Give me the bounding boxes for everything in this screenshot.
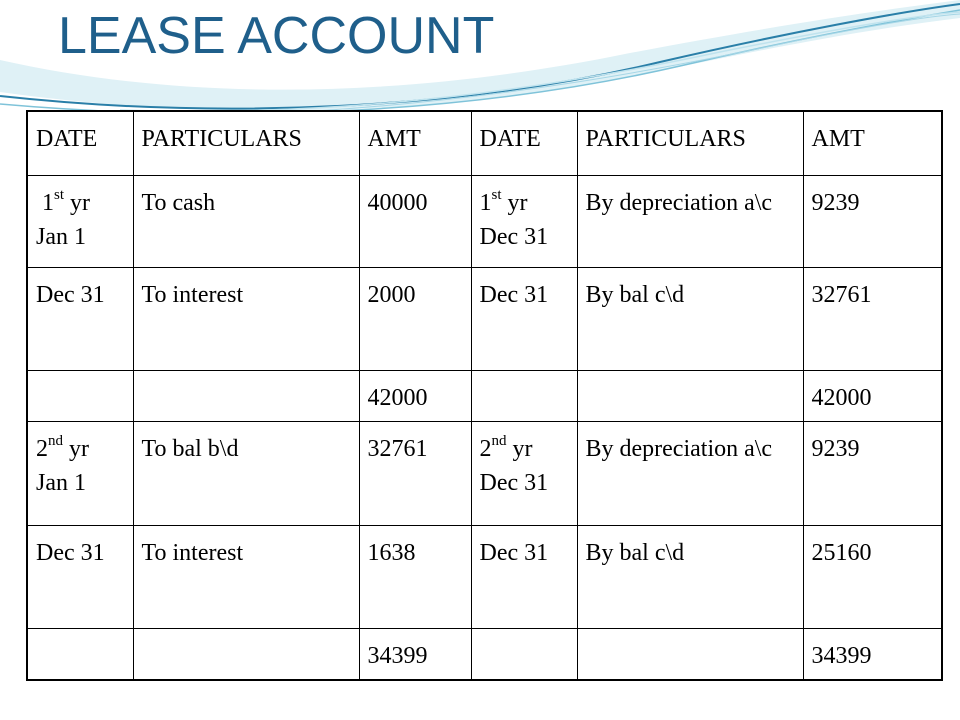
debit-particulars-cell: To interest [133, 525, 359, 628]
credit-particulars-cell: By bal c\d [577, 267, 803, 370]
credit-particulars-cell: By bal c\d [577, 525, 803, 628]
column-header: AMT [359, 111, 471, 175]
credit-amount-cell: 25160 [803, 525, 942, 628]
credit-particulars-cell: By depreciation a\c [577, 175, 803, 267]
column-header: DATE [27, 111, 133, 175]
debit-amount-cell: 2000 [359, 267, 471, 370]
totals-row [27, 370, 942, 421]
debit-date-cell: 2nd yr Jan 1 [27, 421, 133, 525]
debit-date-cell: 1st yr Jan 1 [27, 175, 133, 267]
debit-particulars-cell: To cash [133, 175, 359, 267]
debit-amount-cell: 32761 [359, 421, 471, 525]
credit-amount-cell: 9239 [803, 175, 942, 267]
debit-date-cell: Dec 31 [27, 267, 133, 370]
column-header: DATE [471, 111, 577, 175]
credit-amount-cell: 32761 [803, 267, 942, 370]
table-row [27, 421, 942, 525]
table-row [27, 525, 942, 628]
credit-date-cell: Dec 31 [471, 525, 577, 628]
column-header: PARTICULARS [577, 111, 803, 175]
debit-amount-cell: 1638 [359, 525, 471, 628]
credit-particulars-cell: By depreciation a\c [577, 421, 803, 525]
table-header-row [27, 111, 942, 175]
totals-row [27, 628, 942, 680]
column-header: PARTICULARS [133, 111, 359, 175]
page-title: LEASE ACCOUNT [58, 7, 495, 65]
debit-date-cell: Dec 31 [27, 525, 133, 628]
debit-particulars-cell: To bal b\d [133, 421, 359, 525]
credit-total-cell: 34399 [803, 628, 942, 680]
column-header: AMT [803, 111, 942, 175]
debit-particulars-cell: To interest [133, 267, 359, 370]
lease-account-table [26, 110, 943, 681]
credit-total-cell: 42000 [803, 370, 942, 421]
table-row [27, 175, 942, 267]
credit-date-cell: 2nd yr Dec 31 [471, 421, 577, 525]
credit-date-cell: 1st yr Dec 31 [471, 175, 577, 267]
debit-total-cell: 42000 [359, 370, 471, 421]
debit-amount-cell: 40000 [359, 175, 471, 267]
credit-amount-cell: 9239 [803, 421, 942, 525]
debit-total-cell: 34399 [359, 628, 471, 680]
table-row [27, 267, 942, 370]
credit-date-cell: Dec 31 [471, 267, 577, 370]
